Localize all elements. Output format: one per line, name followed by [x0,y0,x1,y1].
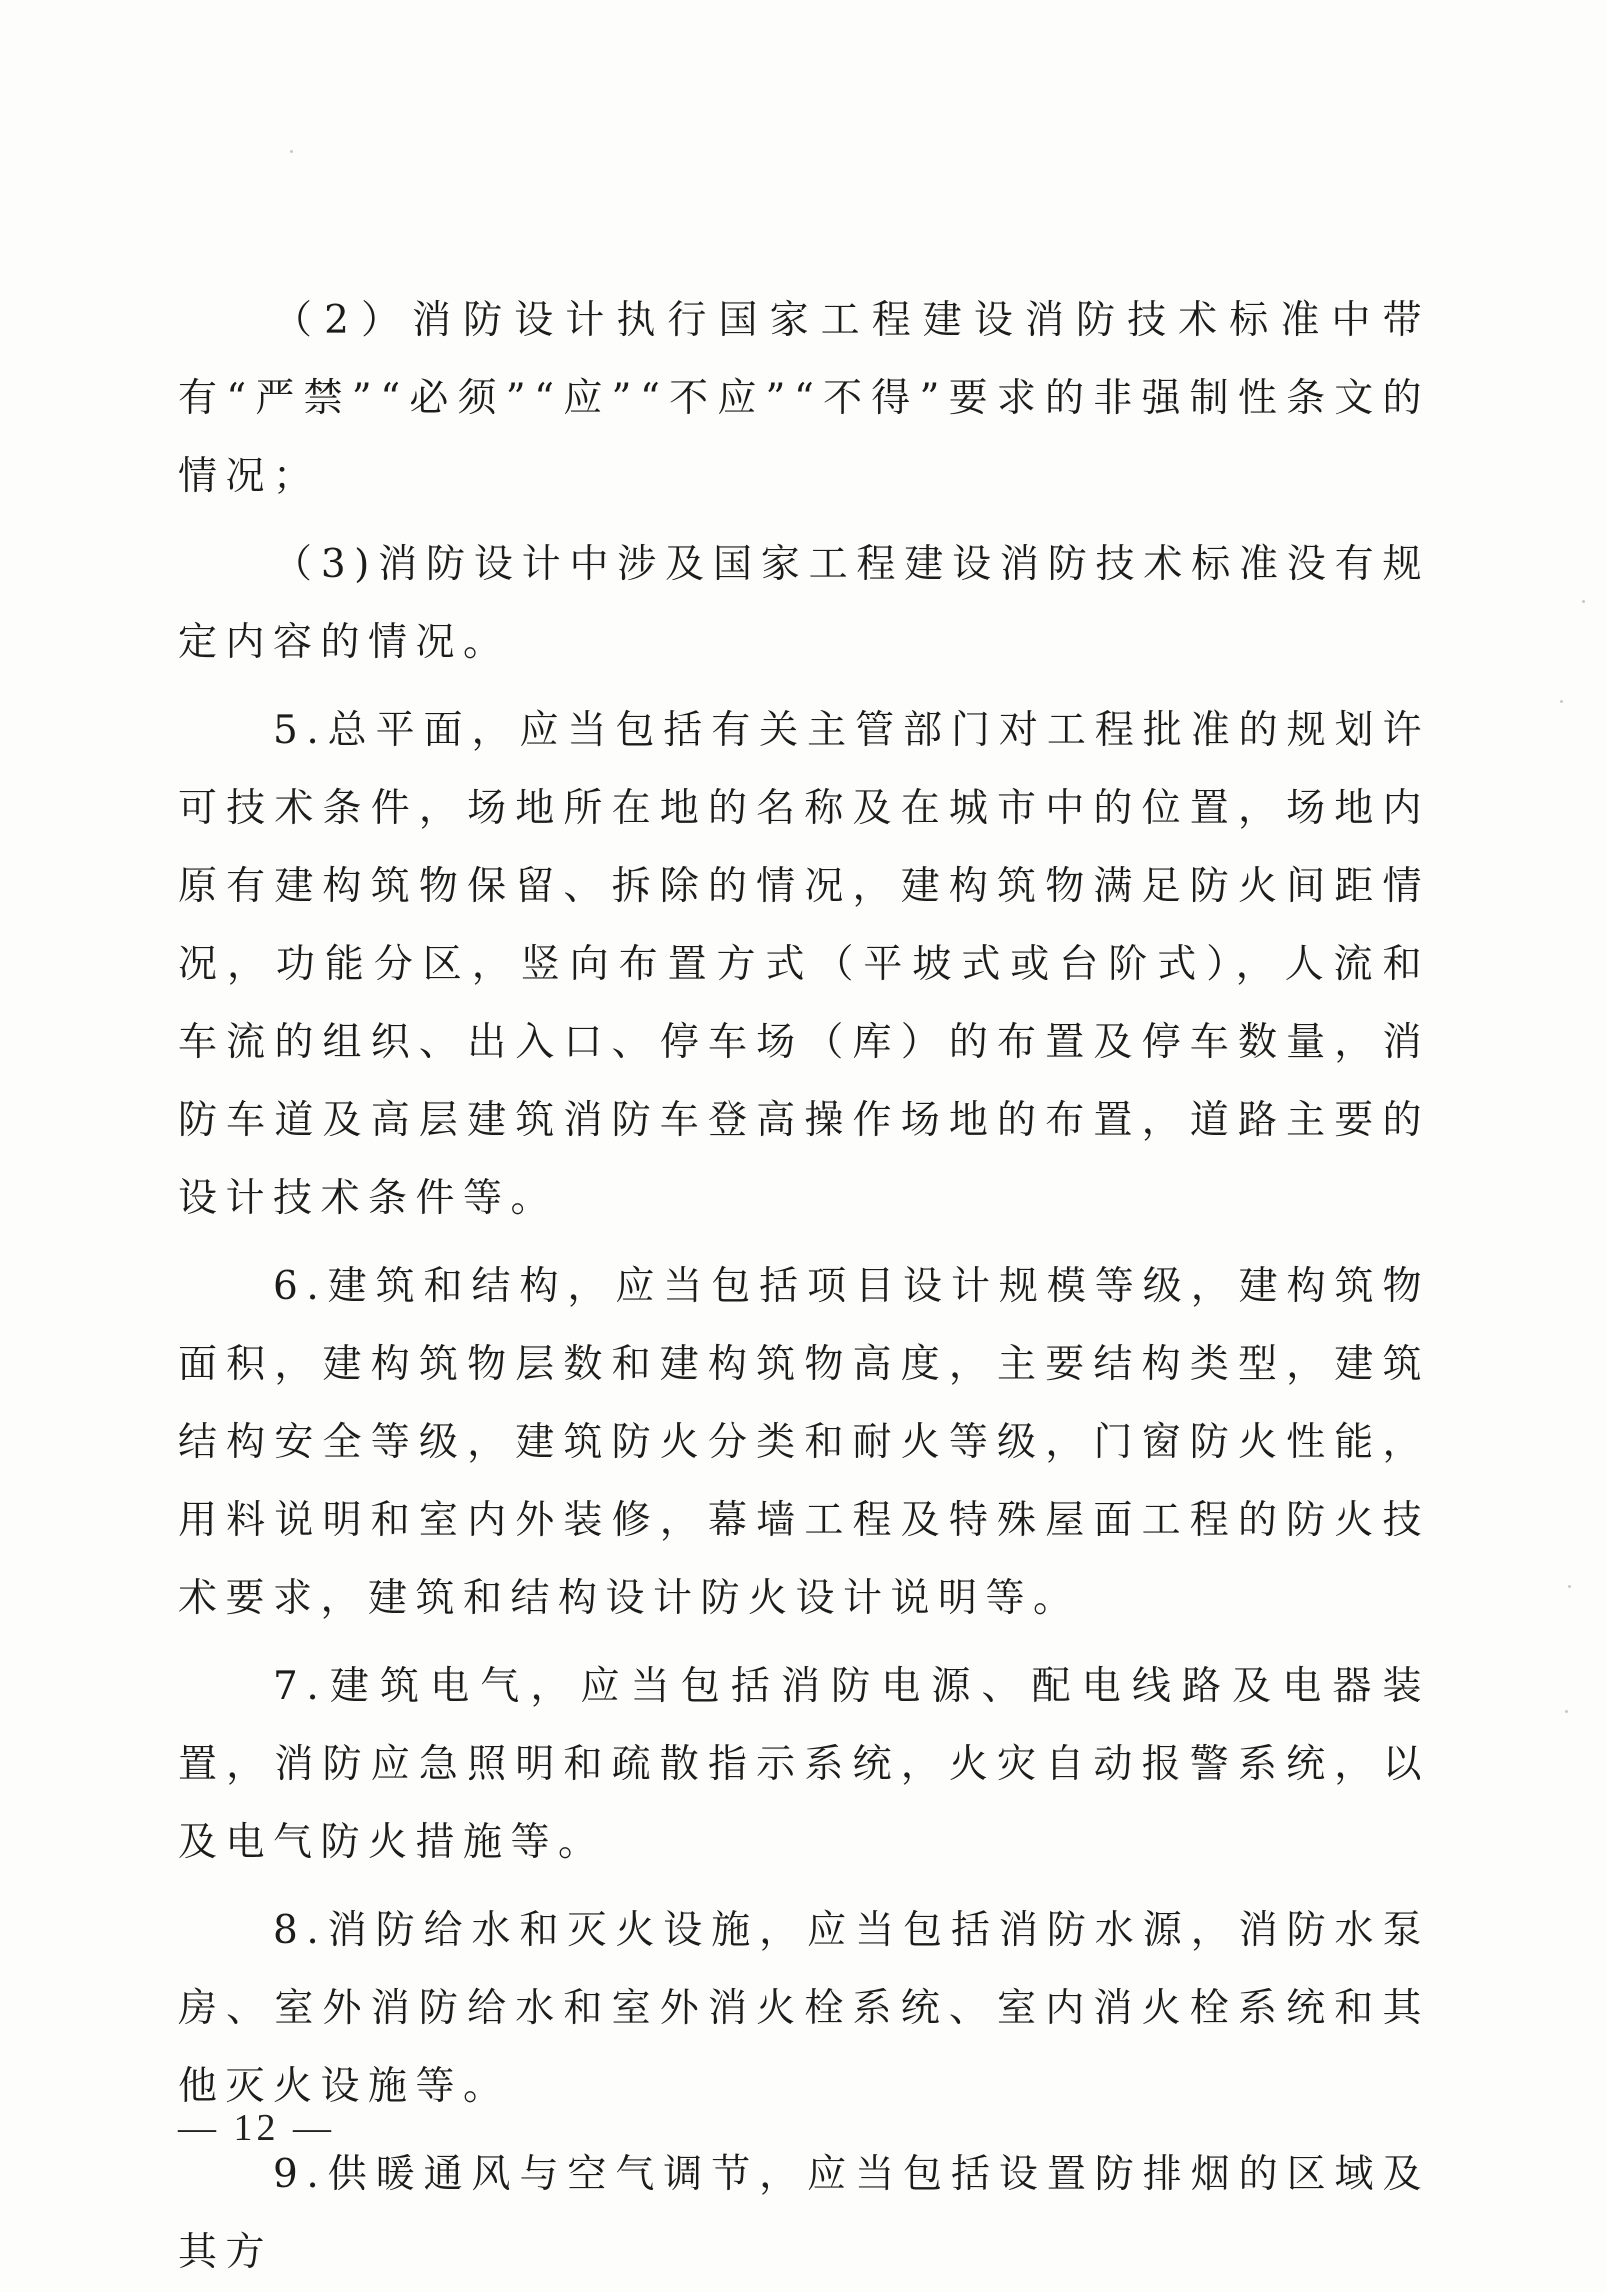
scan-speck [1565,1710,1568,1713]
scan-speck [290,150,293,153]
scan-speck [1568,1585,1571,1588]
scan-speck [1560,700,1563,703]
paragraph-section-8: 8.消防给水和灭火设施，应当包括消防水源，消防水泵房、室外消防给水和室外消火栓系统、室内消火栓系统和其他灭火设施等。 [178,1908,1430,2109]
paragraph-section-9: 9.供暖通风与空气调节，应当包括设置防排烟的区域及其方 [178,2152,1430,2275]
paragraph-section-7: 7.建筑电气，应当包括消防电源、配电线路及电器装置，消防应急照明和疏散指示系统，火灾自动报警系统，以及电气防火措施等。 [178,1664,1430,1865]
paragraph-item-2: （2）消防设计执行国家工程建设消防技术标准中带有“严禁”“必须”“应”“不应”“不得”要求的非强制性条文的情况； [178,298,1430,499]
body-text [178,282,1430,2292]
paragraph-section-6: 6.建筑和结构，应当包括项目设计规模等级，建构筑物面积，建构筑物层数和建构筑物高度，主要结构类型，建筑结构安全等级，建筑防火分类和耐火等级，门窗防火性能，用料说明和室内外装修，幕墙工程及特殊屋面工程的防火技术要求，建筑和结构设计防火设计说明等。 [178,1264,1430,1621]
scan-speck [1582,600,1585,603]
page-number: — 12 — [178,2107,335,2149]
paragraph-section-5: 5.总平面，应当包括有关主管部门对工程批准的规划许可技术条件，场地所在地的名称及在城市中的位置，场地内原有建构筑物保留、拆除的情况，建构筑物满足防火间距情况，功能分区，竖向布置方式（平坡式或台阶式），人流和车流的组织、出入口、停车场（库）的布置及停车数量，消防车道及高层建筑消防车登高操作场地的布置，道路主要的设计技术条件等。 [178,708,1430,1221]
paragraph-item-3: （3)消防设计中涉及国家工程建设消防技术标准没有规定内容的情况。 [178,542,1430,665]
